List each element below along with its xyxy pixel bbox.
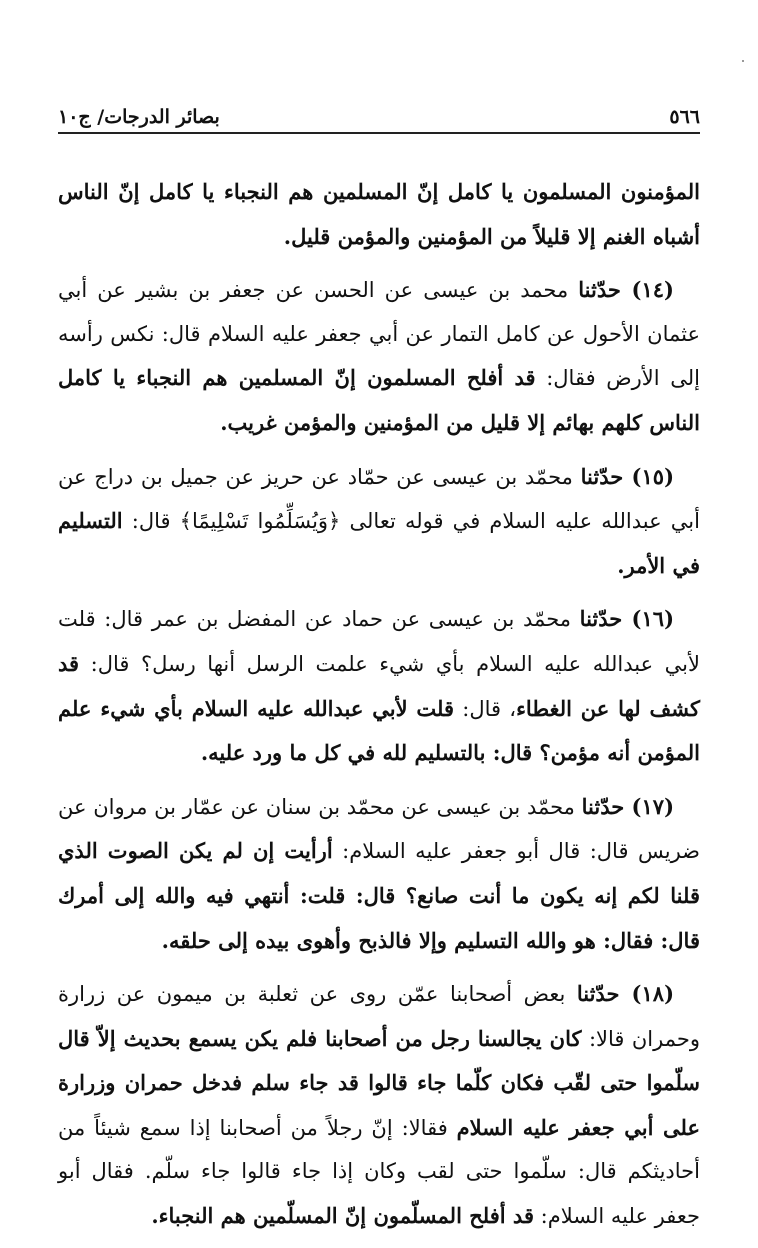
scan-mark xyxy=(742,60,744,62)
text-span: محمّد بن عيسى عن حماد عن المفضل بن عمر قال: قلت لأبي عبدالله عليه السلام بأي شيء علمت الرسل أنها رسل؟ قال: xyxy=(58,607,700,676)
paragraph xyxy=(58,785,700,963)
text-span: بعض أصحابنا عمّن روى عن ثعلبة بن ميمون عن زرارة وحمران قالا: xyxy=(58,982,700,1051)
bold-text-span: كان يجالسنا رجل من أصحابنا فلم يكن يسمع بحديث إلاّ قال سلّموا حتى لقّب فكان كلّما جاء قالوا قد جاء سلم فدخل حمران وزرارة على أبي جعفر عليه السلام xyxy=(58,1025,701,1140)
text-span: ، قال: xyxy=(454,696,517,721)
text-span: فقالا: إنّ رجلاً من أصحابنا إذا سمع شيئاً من أحاديثكم قال: سلّموا حتى لقب وكان إذا جاء قالوا جاء سلّم. فقال أبو جعفر عليه السلام: xyxy=(58,1115,700,1229)
bold-text-span: قد كشف لها عن الغطاء xyxy=(58,650,700,721)
bold-text-span: قلت لأبي عبدالله عليه السلام بأي شيء علم المؤمن أنه مؤمن؟ قال: بالتسليم لله في كل ما ورد عليه. xyxy=(58,695,700,766)
paragraph xyxy=(58,268,700,445)
paragraph xyxy=(58,170,700,259)
paragraph xyxy=(58,972,700,1239)
bold-text-span: المؤمنون المسلمون يا كامل إنّ المسلمين هم النجباء يا كامل إنّ الناس أشباه الغنم إلا قليلاً من المؤمنين والمؤمن قليل. xyxy=(58,179,700,249)
text-span: محمّد بن عيسى عن حمّاد عن حريز عن جميل بن دراج عن أبي عبدالله عليه السلام في قوله تعالى ﴿وَيُسَلِّمُوا تَسْلِيمًا﴾ قال: xyxy=(58,464,700,534)
book-title: بصائر الدرجات/ ج١٠ xyxy=(58,106,220,128)
bold-text-span: (١٥) حدّثنا xyxy=(580,463,674,489)
bold-text-span: (١٦) حدّثنا xyxy=(579,606,674,632)
paragraph xyxy=(58,597,700,775)
bold-text-span: (١٤) حدّثنا xyxy=(578,277,674,303)
bold-text-span: (١٨) حدّثنا xyxy=(576,981,674,1007)
text-span: محمّد بن عيسى عن محمّد بن سنان عن عمّار بن مروان عن ضريس قال: قال أبو جعفر عليه السلام: xyxy=(58,794,700,864)
paragraph xyxy=(58,455,700,589)
bold-text-span: أرأيت إن لم يكن الصوت الذي قلنا لكم إنه يكون ما أنت صانع؟ قال: قلت: أنتهي فيه والله إلى أمرك قال: فقال: هو والله التسليم وإلا فالذبح وأهوى بيده إلى حلقه. xyxy=(58,838,700,953)
page-header xyxy=(58,92,700,134)
bold-text-span: (١٧) حدّثنا xyxy=(581,793,674,819)
bold-text-span: قد أفلح المسلّمون إنّ المسلّمين هم النجباء. xyxy=(151,1203,534,1229)
bold-text-span: قد أفلح المسلمون إنّ المسلمين هم النجباء يا كامل الناس كلهم بهائم إلا قليل من المؤمنين والمؤمن غريب. xyxy=(58,365,700,435)
page-number: ٥٦٦ xyxy=(669,106,700,128)
bold-text-span: التسليم في الأمر. xyxy=(58,508,700,578)
text-span: محمد بن عيسى عن الحسن عن جعفر بن بشير عن أبي عثمان الأحول عن كامل التمار عن أبي جعفر عليه السلام قال: نكس رأسه إلى الأرض فقال: xyxy=(58,278,701,391)
page-body xyxy=(58,170,700,1248)
